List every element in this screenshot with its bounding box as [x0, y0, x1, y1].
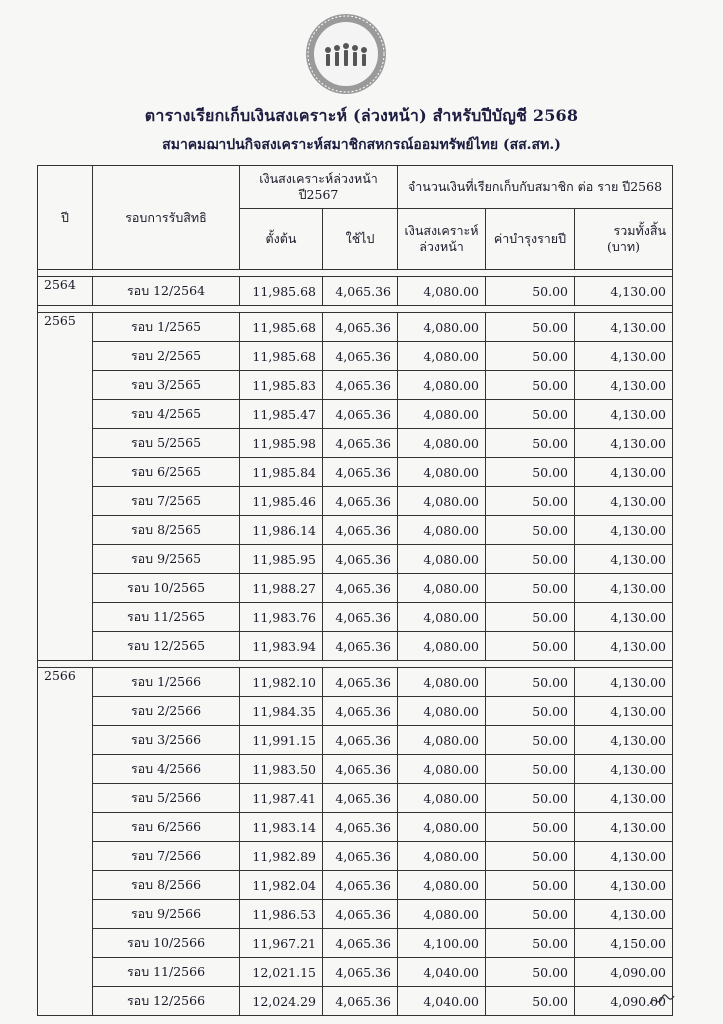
table-row: [38, 574, 673, 603]
table-row: [38, 842, 673, 871]
value-advance: 4,080.00: [398, 277, 486, 306]
value-used: 4,065.36: [323, 400, 398, 429]
document-subtitle: สมาคมฌาปนกิจสงเคราะห์สมาชิกสหกรณ์ออมทรัพย์ไทย (สส.สท.): [162, 137, 561, 153]
table-row: [38, 668, 673, 697]
value-total: 4,130.00: [575, 813, 673, 842]
value-fee: 50.00: [486, 632, 575, 661]
value-used: 4,065.36: [323, 371, 398, 400]
value-initial: 11,984.35: [240, 697, 323, 726]
round-cell: รอบ 7/2566: [93, 842, 240, 871]
value-total: 4,130.00: [575, 574, 673, 603]
value-total: 4,130.00: [575, 277, 673, 306]
header-advance: [398, 209, 486, 270]
value-fee: 50.00: [486, 342, 575, 371]
header-group-advance: เงินสงเคราะห์ล่วงหน้า ปี2567: [240, 166, 398, 209]
value-fee: 50.00: [486, 929, 575, 958]
header-used: ใช้ไป: [323, 209, 398, 270]
value-advance: 4,080.00: [398, 813, 486, 842]
header-fee: ค่าบำรุงรายปี: [486, 209, 575, 270]
value-initial: 11,987.41: [240, 784, 323, 813]
value-total: 4,130.00: [575, 842, 673, 871]
value-total: 4,130.00: [575, 871, 673, 900]
value-initial: 11,985.68: [240, 342, 323, 371]
value-used: 4,065.36: [323, 726, 398, 755]
value-advance: 4,040.00: [398, 987, 486, 1016]
value-fee: 50.00: [486, 900, 575, 929]
value-used: 4,065.36: [323, 487, 398, 516]
table-row: [38, 313, 673, 342]
value-initial: 11,983.50: [240, 755, 323, 784]
value-used: 4,065.36: [323, 313, 398, 342]
header-advance-line2: ล่วงหน้า: [419, 239, 464, 254]
table-row: [38, 603, 673, 632]
value-total: 4,130.00: [575, 900, 673, 929]
table-row: [38, 813, 673, 842]
value-fee: 50.00: [486, 545, 575, 574]
value-advance: 4,080.00: [398, 632, 486, 661]
value-total: 4,130.00: [575, 400, 673, 429]
header-total: [575, 209, 673, 270]
table-row: [38, 871, 673, 900]
value-fee: 50.00: [486, 726, 575, 755]
value-advance: 4,100.00: [398, 929, 486, 958]
header-advance-line1: เงินสงเคราะห์: [404, 223, 479, 238]
table-row: [38, 458, 673, 487]
value-total: 4,090.00: [575, 987, 673, 1016]
value-initial: 12,024.29: [240, 987, 323, 1016]
value-advance: 4,080.00: [398, 871, 486, 900]
value-advance: 4,080.00: [398, 668, 486, 697]
value-used: 4,065.36: [323, 277, 398, 306]
value-fee: 50.00: [486, 668, 575, 697]
round-cell: รอบ 10/2565: [93, 574, 240, 603]
value-advance: 4,080.00: [398, 487, 486, 516]
value-fee: 50.00: [486, 842, 575, 871]
round-cell: รอบ 11/2565: [93, 603, 240, 632]
table-row: [38, 726, 673, 755]
value-total: 4,130.00: [575, 342, 673, 371]
round-cell: รอบ 12/2564: [93, 277, 240, 306]
value-initial: 11,991.15: [240, 726, 323, 755]
table-row: [38, 487, 673, 516]
value-advance: 4,080.00: [398, 697, 486, 726]
value-total: 4,130.00: [575, 632, 673, 661]
value-advance: 4,080.00: [398, 516, 486, 545]
value-advance: 4,080.00: [398, 429, 486, 458]
value-initial: 11,985.98: [240, 429, 323, 458]
round-cell: รอบ 9/2566: [93, 900, 240, 929]
value-used: 4,065.36: [323, 603, 398, 632]
table-row: [38, 929, 673, 958]
value-initial: 11,986.14: [240, 516, 323, 545]
value-used: 4,065.36: [323, 429, 398, 458]
value-initial: 11,967.21: [240, 929, 323, 958]
value-total: 4,090.00: [575, 958, 673, 987]
table-row: [38, 697, 673, 726]
value-total: 4,130.00: [575, 726, 673, 755]
value-fee: 50.00: [486, 574, 575, 603]
round-cell: รอบ 10/2566: [93, 929, 240, 958]
value-fee: 50.00: [486, 313, 575, 342]
value-used: 4,065.36: [323, 342, 398, 371]
table-row: [38, 958, 673, 987]
association-logo: [304, 12, 388, 96]
round-cell: รอบ 2/2566: [93, 697, 240, 726]
value-advance: 4,080.00: [398, 458, 486, 487]
round-cell: รอบ 9/2565: [93, 545, 240, 574]
value-total: 4,130.00: [575, 487, 673, 516]
value-initial: 11,982.10: [240, 668, 323, 697]
header-total-line1: รวมทั้งสิ้น: [613, 223, 667, 238]
value-fee: 50.00: [486, 458, 575, 487]
value-initial: 11,982.89: [240, 842, 323, 871]
table-row: [38, 429, 673, 458]
value-initial: 11,985.95: [240, 545, 323, 574]
value-fee: 50.00: [486, 784, 575, 813]
value-initial: 11,985.68: [240, 313, 323, 342]
value-used: 4,065.36: [323, 958, 398, 987]
value-total: 4,130.00: [575, 697, 673, 726]
value-advance: 4,080.00: [398, 784, 486, 813]
round-cell: รอบ 5/2565: [93, 429, 240, 458]
value-initial: 11,985.83: [240, 371, 323, 400]
value-initial: 11,982.04: [240, 871, 323, 900]
group-separator: [38, 270, 673, 277]
table-row: [38, 400, 673, 429]
header-initial: ตั้งต้น: [240, 209, 323, 270]
value-used: 4,065.36: [323, 987, 398, 1016]
value-used: 4,065.36: [323, 632, 398, 661]
round-cell: รอบ 8/2565: [93, 516, 240, 545]
table-row: [38, 987, 673, 1016]
value-used: 4,065.36: [323, 668, 398, 697]
value-total: 4,130.00: [575, 784, 673, 813]
round-cell: รอบ 11/2566: [93, 958, 240, 987]
value-fee: 50.00: [486, 755, 575, 784]
value-advance: 4,080.00: [398, 545, 486, 574]
value-used: 4,065.36: [323, 813, 398, 842]
year-cell: 2565: [38, 313, 93, 661]
header-total-line2: (บาท): [607, 239, 640, 254]
table-row: [38, 632, 673, 661]
value-fee: 50.00: [486, 987, 575, 1016]
header-round: รอบการรับสิทธิ: [93, 166, 240, 270]
year-cell: 2566: [38, 668, 93, 1016]
value-fee: 50.00: [486, 487, 575, 516]
value-total: 4,130.00: [575, 313, 673, 342]
value-initial: 11,985.47: [240, 400, 323, 429]
round-cell: รอบ 6/2566: [93, 813, 240, 842]
value-advance: 4,080.00: [398, 313, 486, 342]
value-advance: 4,080.00: [398, 574, 486, 603]
value-fee: 50.00: [486, 400, 575, 429]
table-row: [38, 784, 673, 813]
value-fee: 50.00: [486, 371, 575, 400]
value-total: 4,130.00: [575, 429, 673, 458]
value-advance: 4,080.00: [398, 900, 486, 929]
round-cell: รอบ 12/2566: [93, 987, 240, 1016]
value-advance: 4,080.00: [398, 371, 486, 400]
value-used: 4,065.36: [323, 755, 398, 784]
table-row: [38, 277, 673, 306]
table-row: [38, 371, 673, 400]
value-advance: 4,080.00: [398, 400, 486, 429]
value-initial: 11,983.76: [240, 603, 323, 632]
round-cell: รอบ 4/2566: [93, 755, 240, 784]
value-fee: 50.00: [486, 277, 575, 306]
round-cell: รอบ 1/2565: [93, 313, 240, 342]
value-fee: 50.00: [486, 516, 575, 545]
value-fee: 50.00: [486, 958, 575, 987]
value-advance: 4,040.00: [398, 958, 486, 987]
header-year: ปี: [38, 166, 93, 270]
value-used: 4,065.36: [323, 929, 398, 958]
value-initial: 11,985.84: [240, 458, 323, 487]
round-cell: รอบ 3/2565: [93, 371, 240, 400]
value-initial: 11,985.68: [240, 277, 323, 306]
value-advance: 4,080.00: [398, 726, 486, 755]
value-advance: 4,080.00: [398, 603, 486, 632]
group-separator: [38, 661, 673, 668]
value-used: 4,065.36: [323, 458, 398, 487]
value-initial: 11,986.53: [240, 900, 323, 929]
contribution-table: [37, 165, 673, 1016]
value-initial: 11,983.94: [240, 632, 323, 661]
table-row: [38, 755, 673, 784]
value-used: 4,065.36: [323, 516, 398, 545]
value-advance: 4,080.00: [398, 842, 486, 871]
table-row: [38, 516, 673, 545]
round-cell: รอบ 7/2565: [93, 487, 240, 516]
round-cell: รอบ 4/2565: [93, 400, 240, 429]
table-row: [38, 900, 673, 929]
value-advance: 4,080.00: [398, 755, 486, 784]
value-initial: 11,983.14: [240, 813, 323, 842]
group-separator: [38, 306, 673, 313]
round-cell: รอบ 6/2565: [93, 458, 240, 487]
value-total: 4,130.00: [575, 516, 673, 545]
table-row: [38, 545, 673, 574]
value-total: 4,150.00: [575, 929, 673, 958]
round-cell: รอบ 1/2566: [93, 668, 240, 697]
round-cell: รอบ 5/2566: [93, 784, 240, 813]
value-initial: 11,988.27: [240, 574, 323, 603]
signature-mark: [648, 990, 678, 1010]
value-used: 4,065.36: [323, 574, 398, 603]
value-initial: 12,021.15: [240, 958, 323, 987]
round-cell: รอบ 8/2566: [93, 871, 240, 900]
value-fee: 50.00: [486, 813, 575, 842]
value-advance: 4,080.00: [398, 342, 486, 371]
value-used: 4,065.36: [323, 545, 398, 574]
value-used: 4,065.36: [323, 842, 398, 871]
value-total: 4,130.00: [575, 458, 673, 487]
value-total: 4,130.00: [575, 603, 673, 632]
value-total: 4,130.00: [575, 545, 673, 574]
round-cell: รอบ 2/2565: [93, 342, 240, 371]
value-total: 4,130.00: [575, 755, 673, 784]
value-total: 4,130.00: [575, 371, 673, 400]
value-used: 4,065.36: [323, 871, 398, 900]
value-fee: 50.00: [486, 429, 575, 458]
document-title: ตารางเรียกเก็บเงินสงเคราะห์ (ล่วงหน้า) สำหรับปีบัญชี 2568: [144, 106, 579, 125]
year-cell: 2564: [38, 277, 93, 306]
value-fee: 50.00: [486, 871, 575, 900]
table-row: [38, 342, 673, 371]
header-group-collect: จำนวนเงินที่เรียกเก็บกับสมาชิก ต่อ ราย ปี2568: [398, 166, 673, 209]
value-used: 4,065.36: [323, 784, 398, 813]
value-total: 4,130.00: [575, 668, 673, 697]
value-used: 4,065.36: [323, 900, 398, 929]
round-cell: รอบ 3/2566: [93, 726, 240, 755]
round-cell: รอบ 12/2565: [93, 632, 240, 661]
value-fee: 50.00: [486, 603, 575, 632]
value-initial: 11,985.46: [240, 487, 323, 516]
value-used: 4,065.36: [323, 697, 398, 726]
value-fee: 50.00: [486, 697, 575, 726]
